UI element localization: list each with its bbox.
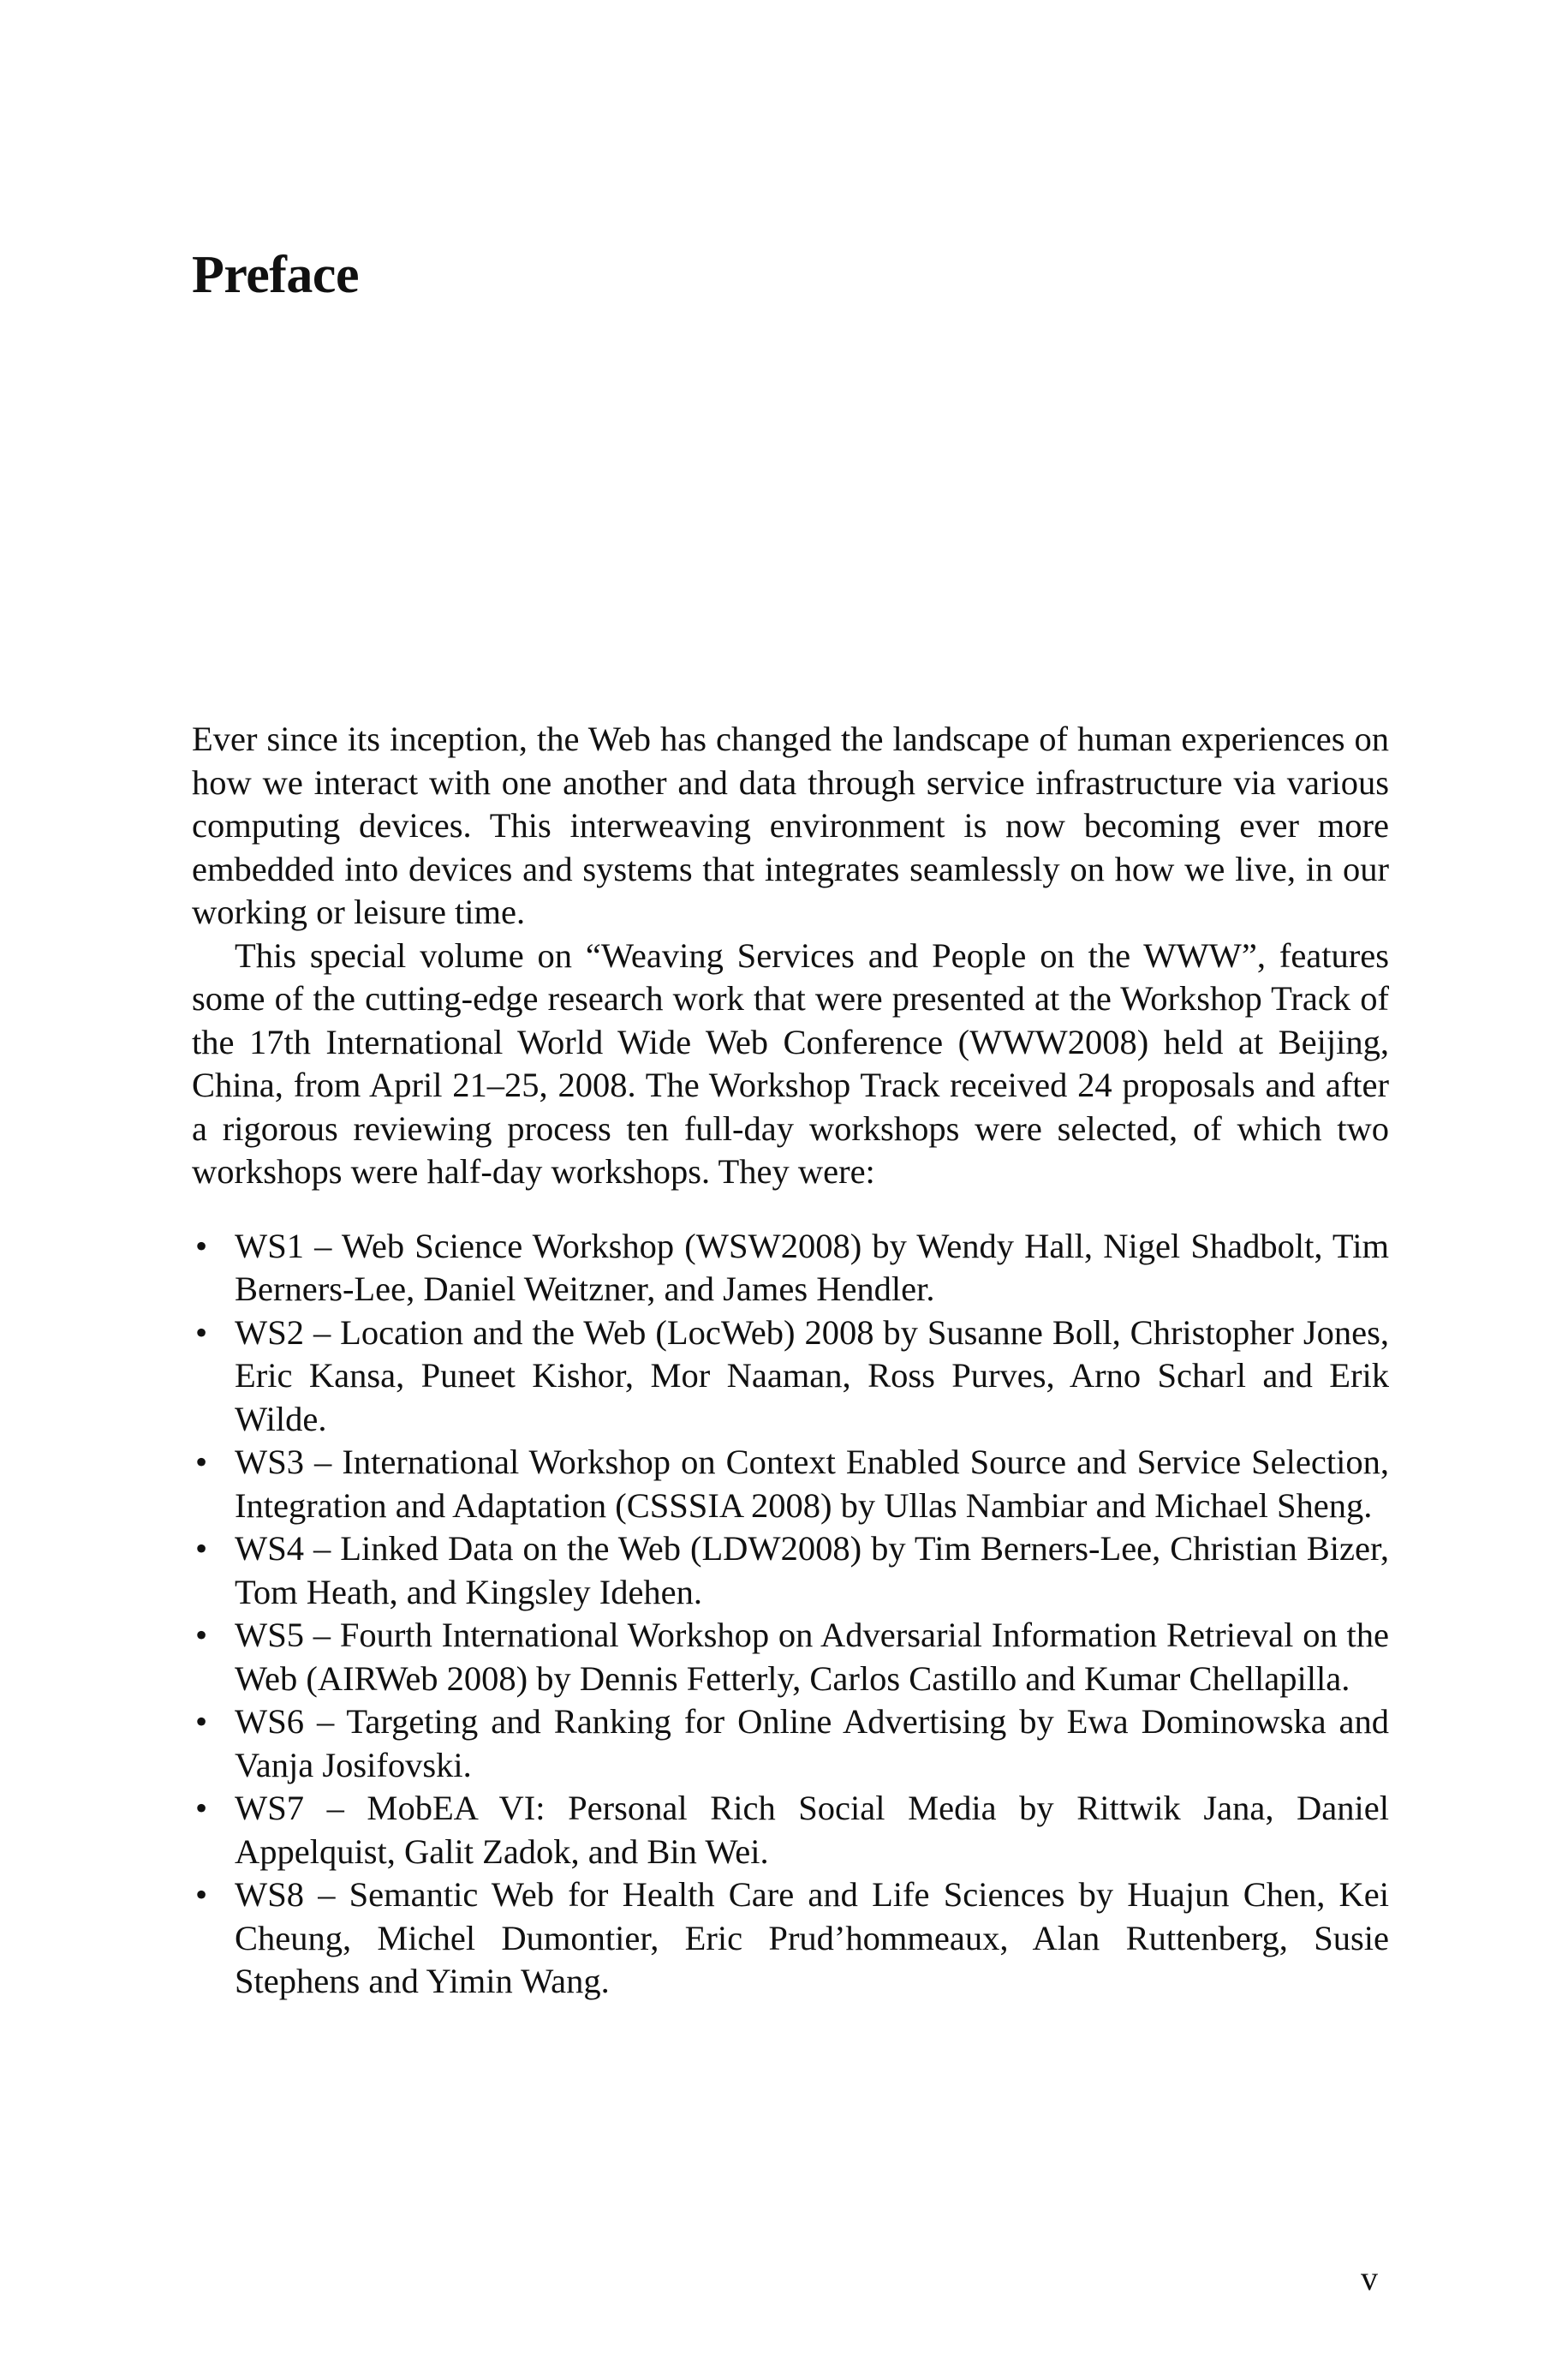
list-item-text: WS1 – Web Science Workshop (WSW2008) by Wendy Hall, Nigel Shadbolt, Tim Berners-Lee, Daniel Weitzner, and James Hendler. xyxy=(235,1226,1389,1308)
bullet-icon: • xyxy=(195,1443,208,1481)
list-item-text: WS2 – Location and the Web (LocWeb) 2008 by Susanne Boll, Christopher Jones, Eric Kansa, Puneet Kishor, Mor Naaman, Ross Purves, Arno Scharl and Erik Wilde. xyxy=(235,1312,1389,1438)
list-item-text: WS6 – Targeting and Ranking for Online Advertising by Ewa Dominowska and Vanja Josifovski. xyxy=(235,1702,1389,1784)
bullet-icon: • xyxy=(195,1226,208,1265)
intro-paragraph: Ever since its inception, the Web has changed the landscape of human experiences on how we interact with one another and data through service infrastructure via various computing devices. This interweaving environment is now becoming ever more embedded into devices and systems that integrates seamlessly on how we live, in our working or leisure time. xyxy=(192,720,1389,931)
list-item-text: WS8 – Semantic Web for Health Care and Life Sciences by Huajun Chen, Kei Cheung, Michel Dumontier, Eric Prud’hommeaux, Alan Ruttenberg, Susie Stephens and Yimin Wang. xyxy=(235,1875,1389,2000)
body-text xyxy=(192,718,1389,2004)
volume-paragraph: This special volume on “Weaving Services and People on the WWW”, features some of the cutting-edge research work that were presented at the Workshop Track of the 17th International World Wide Web Conference (WWW2008) held at Beijing, China, from April 21–25, 2008. The Workshop Track received 24 proposals and after a rigorous reviewing process ten full-day workshops were selected, of which two workshops were half-day workshops. They were: xyxy=(192,935,1389,1191)
list-item-text: WS4 – Linked Data on the Web (LDW2008) by Tim Berners-Lee, Christian Bizer, Tom Heath, and Kingsley Idehen. xyxy=(235,1529,1389,1611)
list-item xyxy=(192,1311,1389,1442)
page-number: v xyxy=(1361,2259,1378,2297)
list-item xyxy=(192,1441,1389,1527)
bullet-icon: • xyxy=(195,1789,208,1827)
list-item-text: WS7 – MobEA VI: Personal Rich Social Media by Rittwik Jana, Daniel Appelquist, Galit Zadok, and Bin Wei. xyxy=(235,1789,1389,1871)
page-title: Preface xyxy=(192,246,359,304)
list-item xyxy=(192,1873,1389,2004)
list-item xyxy=(192,1614,1389,1700)
list-item xyxy=(192,1225,1389,1311)
bullet-icon: • xyxy=(195,1529,208,1568)
list-item xyxy=(192,1527,1389,1614)
workshop-list xyxy=(192,1225,1389,2004)
list-item xyxy=(192,1700,1389,1787)
bullet-icon: • xyxy=(195,1702,208,1741)
list-item-text: WS3 – International Workshop on Context Enabled Source and Service Selection, Integration and Adaptation (CSSSIA 2008) by Ullas Nambiar and Michael Sheng. xyxy=(235,1443,1389,1525)
bullet-icon: • xyxy=(195,1312,208,1352)
list-item-text: WS5 – Fourth International Workshop on Adversarial Information Retrieval on the Web (AIRWeb 2008) by Dennis Fetterly, Carlos Castillo and Kumar Chellapilla. xyxy=(235,1616,1389,1698)
bullet-icon: • xyxy=(195,1616,208,1654)
list-item xyxy=(192,1787,1389,1873)
bullet-icon: • xyxy=(195,1875,208,1914)
